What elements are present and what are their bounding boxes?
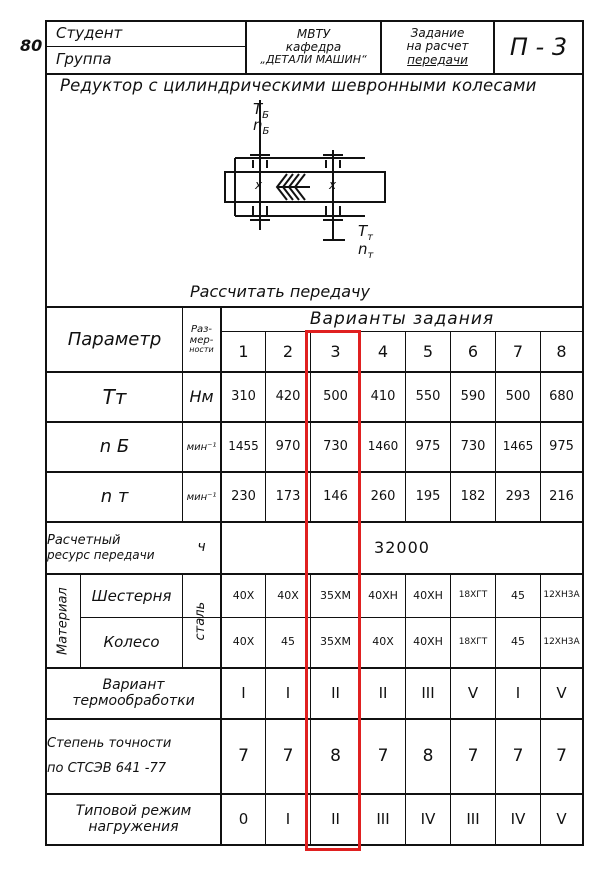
task-line-1: Задание (410, 26, 465, 41)
table-cell: 680 (549, 388, 574, 404)
variant-number: 4 (377, 342, 389, 362)
variant-number: 2 (282, 342, 294, 362)
table-cell: 410 (370, 388, 396, 404)
task-code: П - 3 (509, 32, 568, 61)
wheel-material-cell: 40Х (232, 635, 255, 649)
variant-number: 3 (330, 342, 341, 362)
load-mode-cell: 0 (238, 810, 249, 829)
load-mode-cell: IV (510, 810, 526, 829)
institute-name: МВТУ (296, 26, 331, 41)
table-cell: 500 (505, 388, 531, 404)
table-cell: 730 (323, 438, 348, 454)
variants-header: Варианты задания (309, 309, 495, 330)
department-name: „ДЕТАЛИ МАШИН“ (260, 53, 367, 67)
table-cell: 1460 (367, 439, 399, 454)
units-header-line-1: Раз- (190, 324, 213, 336)
gear-material-cell: 12ХН3А (543, 590, 580, 601)
table-cell: 310 (231, 388, 256, 404)
wheel-material-cell: 40Х (372, 635, 394, 649)
table-cell: 182 (460, 488, 486, 504)
heat-treatment-cell: I (241, 684, 246, 703)
variant-number: 7 (512, 342, 524, 362)
table-cell: 1465 (502, 439, 534, 454)
accuracy-label (47, 720, 220, 793)
units-header (183, 308, 220, 371)
gear-material-cell: 40ХН (413, 588, 443, 602)
task-block (382, 21, 493, 73)
output-torque-symbol: Т (358, 222, 368, 240)
input-torque-symbol: Т (253, 100, 263, 118)
variant-number: 5 (422, 342, 434, 362)
table-cell: 173 (275, 488, 301, 504)
unit-nm: Нм (189, 387, 214, 407)
institute-block (247, 21, 380, 73)
heat-label-2: термообработки (72, 692, 195, 709)
gear-material-cell: 40Х (277, 588, 299, 602)
material-label (47, 575, 80, 667)
table-cell: 730 (460, 438, 486, 454)
variants-header-line (220, 331, 584, 332)
material-unit-text: сталь (193, 601, 209, 641)
input-speed-sub: Б (262, 126, 270, 137)
group-label: Группа (56, 50, 112, 68)
accuracy-label-1: Степень точности (47, 736, 172, 752)
table-cell: 500 (323, 388, 348, 404)
wheel-material-cell: 45 (511, 635, 525, 649)
input-speed-label (253, 116, 269, 137)
output-speed-label (358, 240, 373, 261)
unit-min-1: мин⁻¹ (186, 441, 217, 453)
resource-unit: ч (197, 539, 206, 556)
header-mid-line (45, 46, 245, 47)
load-mode-cell: IV (420, 810, 436, 829)
heat-treatment-cell: I (285, 684, 291, 703)
shaft-mark-left: x (255, 178, 263, 192)
units-header-line-3: ности (189, 345, 214, 355)
accuracy-cell: 7 (238, 746, 249, 767)
gear-material-cell: 18ХГТ (458, 590, 488, 601)
load-mode-cell: V (556, 810, 567, 829)
material-label-text: Материал (55, 587, 71, 655)
load-label-2: нагружения (88, 818, 179, 835)
frame-right (582, 20, 584, 845)
table-cell: 975 (549, 438, 574, 454)
resource-value: 32000 (374, 538, 430, 558)
wheel-material-cell: 18ХГТ (458, 636, 488, 647)
wheel-material-cell: 45 (281, 635, 295, 649)
table-cell: 230 (231, 488, 256, 504)
table-cell: 420 (275, 388, 301, 404)
student-label: Студент (56, 24, 123, 42)
document-title: Редуктор с цилиндрическими шевронными колесами (60, 76, 537, 95)
table-cell: 550 (415, 388, 441, 404)
accuracy-cell: 7 (556, 746, 567, 767)
heat-treatment-cell: III (421, 684, 435, 703)
shaft-mark-right: x (329, 178, 337, 192)
gear-material-cell: 40Х (232, 588, 255, 602)
accuracy-cell: 7 (377, 746, 389, 767)
wheel-material-cell: 12ХН3А (543, 636, 580, 647)
heat-treatment-cell: V (556, 684, 567, 703)
accuracy-cell: 7 (512, 746, 524, 767)
task-line-2: на расчет (406, 39, 469, 54)
table-cell: 1455 (228, 439, 259, 454)
input-torque-sub: Б (262, 110, 270, 121)
department-label: кафедра (285, 39, 342, 54)
heat-treatment-cell: II (378, 684, 388, 703)
load-mode-cell: II (331, 810, 340, 829)
load-label (47, 795, 220, 844)
param-nt (47, 473, 182, 521)
table-cell: 216 (549, 488, 574, 504)
wheel-label: Колесо (103, 633, 160, 652)
variant-number: 8 (556, 342, 567, 362)
calc-heading: Рассчитать передачу (190, 282, 370, 301)
table-cell: 195 (415, 488, 441, 504)
accuracy-cell: 8 (422, 746, 434, 767)
wheel-material-cell: 35ХМ (319, 635, 352, 649)
param-nb (47, 423, 182, 471)
heat-treatment-cell: V (467, 684, 479, 703)
heat-label (47, 669, 220, 718)
output-speed-sub: т (367, 250, 374, 261)
units-header-line-2: мер- (189, 335, 214, 347)
accuracy-label-2: по СТСЭВ 641 -77 (47, 760, 166, 776)
gear-material-cell: 35ХМ (319, 588, 352, 602)
table-cell: 975 (415, 438, 441, 454)
accuracy-cell: 7 (467, 746, 479, 767)
table-cell: 146 (323, 488, 348, 504)
gear-material-cell: 45 (511, 588, 525, 602)
param-tt (47, 373, 182, 421)
table-cell: 293 (505, 488, 531, 504)
table-cell: 260 (370, 488, 396, 504)
table-cell: 970 (275, 438, 301, 454)
resource-label (47, 523, 182, 573)
variant-number: 6 (467, 342, 479, 362)
resource-label-2: ресурс передачи (47, 547, 155, 562)
accuracy-cell: 8 (330, 746, 341, 767)
accuracy-cell: 7 (282, 746, 294, 767)
header-bottom-line (45, 73, 584, 75)
load-mode-cell: I (285, 810, 291, 829)
heat-treatment-cell: I (515, 684, 521, 703)
param-nt-label: n т (100, 486, 129, 508)
table-cell: 590 (460, 388, 486, 404)
load-label-1: Типовой режим (75, 803, 192, 820)
input-speed-symbol: n (253, 116, 263, 134)
param-nb-label: n Б (99, 436, 130, 458)
output-torque-sub: т (367, 232, 373, 243)
gear-material-cell: 40ХН (368, 588, 398, 602)
resource-label-1: Расчетный (47, 533, 121, 549)
wheel-material-cell: 40ХН (413, 635, 443, 649)
page-number: 80 (20, 36, 43, 55)
load-mode-cell: III (376, 810, 390, 829)
heat-label-1: Вариант (102, 677, 165, 694)
param-tt-label: Тт (102, 385, 127, 409)
load-mode-cell: III (466, 810, 480, 829)
output-speed-symbol: n (358, 240, 368, 258)
material-unit (183, 575, 220, 667)
heat-treatment-cell: II (331, 684, 340, 703)
gear-label: Шестерня (91, 586, 172, 605)
param-header: Параметр (67, 328, 162, 350)
task-line-3: передачи (407, 52, 468, 67)
unit-min-2: мин⁻¹ (186, 491, 217, 503)
variant-number: 1 (238, 342, 249, 362)
